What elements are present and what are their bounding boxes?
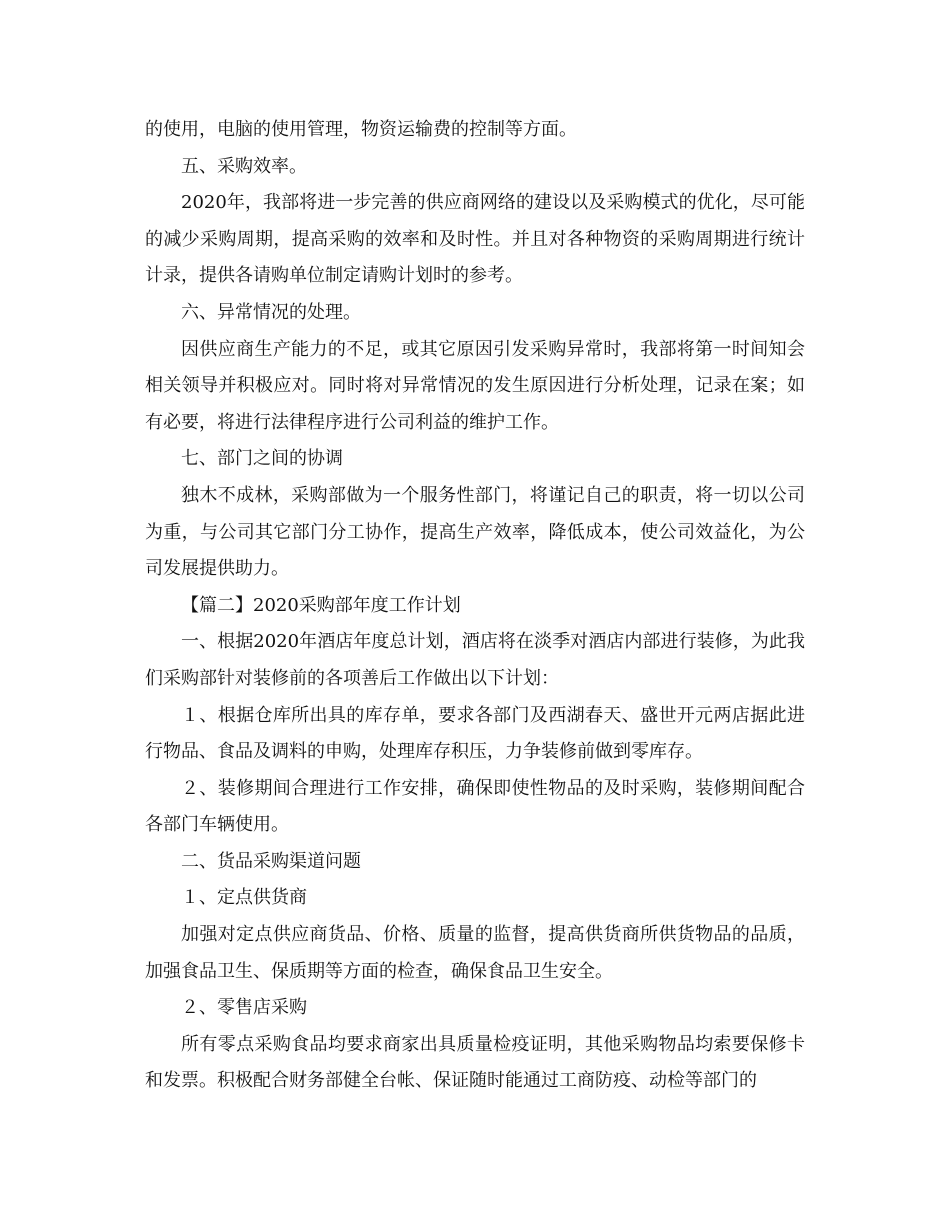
document-body (145, 112, 805, 1100)
paragraph-retail-purchase: 所有零点采购食品均要求商家出具质量检疫证明，其他采购物品均索要保修卡和发票。积极配合财务部健全台帐、保证随时能通过工商防疫、动检等部门的 (145, 1033, 805, 1092)
list-item-plan-1: １、根据仓库所出具的库存单，要求各部门及西湖春天、盛世开元两店据此进行物品、食品及调料的申购，处理库存积压，力争装修前做到零库存。 (145, 704, 805, 763)
paragraph-designated-supplier: 加强对定点供应商货品、价格、质量的监督，提高供货商所供货物品的品质，加强食品卫生、保质期等方面的检查，确保食品卫生安全。 (145, 924, 805, 982)
section-heading-coordination: 七、部门之间的协调 (181, 448, 343, 470)
paragraph-continuation: 的使用，电脑的使用管理，物资运输费的控制等方面。 (145, 119, 577, 140)
subheading-retail-purchase: ２、零售店采购 (181, 997, 307, 1019)
subheading-designated-supplier: １、定点供货商 (181, 887, 307, 909)
paragraph-plan-intro: 一、根据2020年酒店年度总计划，酒店将在淡季对酒店内部进行装修，为此我们采购部针对装修前的各项善后工作做出以下计划： (145, 631, 805, 689)
paragraph-exceptions: 因供应商生产能力的不足，或其它原因引发采购异常时，我部将第一时间知会相关领导并积极应对。同时将对异常情况的发生原因进行分析处理，记录在案；如有必要，将进行法律程序进行公司利益的维护工作。 (145, 338, 805, 433)
list-item-plan-2: ２、装修期间合理进行工作安排，确保即使性物品的及时采购，装修期间配合各部门车辆使用。 (145, 777, 805, 836)
section-heading-channels: 二、货品采购渠道问题 (181, 850, 361, 872)
section-heading-exceptions: 六、异常情况的处理。 (181, 301, 361, 323)
section-heading-efficiency: 五、采购效率。 (181, 155, 307, 177)
paragraph-coordination: 独木不成林，采购部做为一个服务性部门，将谨记自己的职责，将一切以公司为重，与公司其它部门分工协作，提高生产效率，降低成本，使公司效益化，为公司发展提供助力。 (145, 484, 805, 580)
paragraph-efficiency: 2020年，我部将进一步完善的供应商网络的建设以及采购模式的优化，尽可能的减少采购周期，提高采购的效率和及时性。并且对各种物资的采购周期进行统计计录，提供各请购单位制定请购计划时的参考。 (145, 192, 805, 287)
article-title-part-two: 【篇二】2020采购部年度工作计划 (181, 594, 461, 616)
